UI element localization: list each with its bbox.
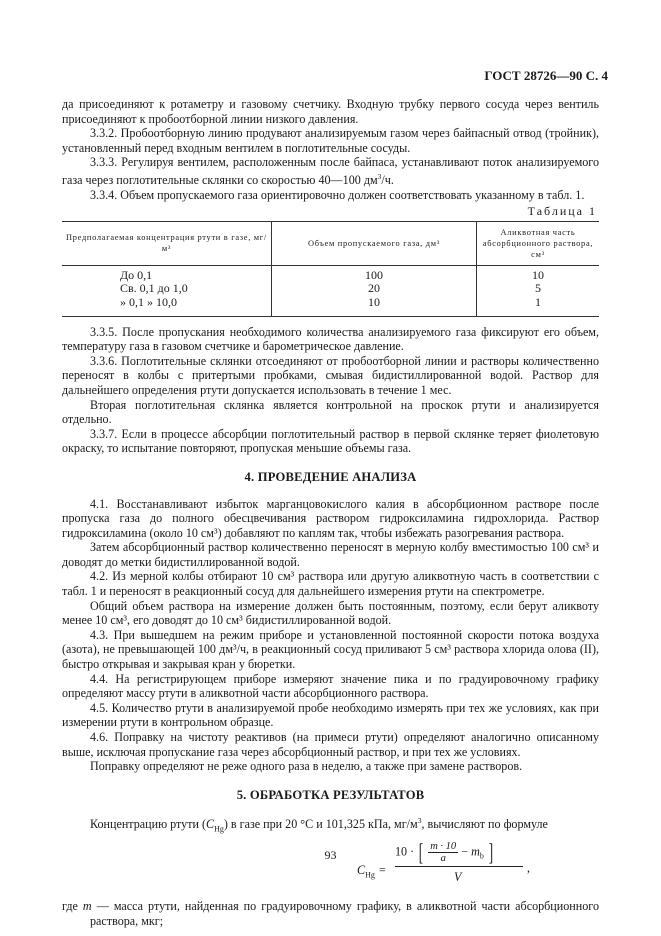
formula-comma: , — [527, 861, 531, 876]
table-caption: Таблица 1 — [527, 204, 597, 219]
table-header-concentration: Предполагаемая концентрация ртути в газе, мг/м³ — [62, 221, 272, 265]
paragraph-4-2: 4.2. Из мерной колбы отбирают 10 см³ раствора или другую аликвотную часть в соответствии с табл. 1 и переносят в реакционный сосуд для дальнейшего измерения ртути на спектрометре. — [62, 569, 599, 599]
paragraph-4-5: 4.5. Количество ртути в анализируемой пробе необходимо измерять при тех же условиях, как при измерении ртути в контрольном образце. — [62, 700, 599, 730]
document-body — [62, 97, 599, 929]
formula-lhs: $C_{Hg}$ — [357, 863, 375, 880]
paragraph-3-3-6-b: Вторая поглотительная склянка является контрольной на проскок ртути и анализируется отдельно. — [62, 397, 599, 427]
paragraph-3-3-6: 3.3.6. Поглотительные склянки отсоединяют от пробоотборной линии и растворы количественно переносят в колбы с притертыми пробками, смывая бидистиллированной водой. Раствор для дальнейшего определения ртути допускается использовать в течение 1 мес. — [62, 353, 599, 397]
table-row: До 0,1 100 10 — [62, 265, 599, 282]
paragraph-4-3: 4.3. При вышедшем на режим приборе и установленной постоянной скорости потока воздуха (азота), не превышающей 100 дм³/ч, в реакционный сосуд приливают 5 см³ раствора хлорида олова (II), быстро открывая и закрывая кран у бюретки. — [62, 627, 599, 672]
table-row: » 0,1 » 10,0 10 1 — [62, 296, 599, 316]
paragraph-4-2-b: Общий объем раствора на измерение должен быть постоянным, поэтому, если берут аликвоту менее 10 см³, его доводят до 10 см³ бидистиллированной водой. — [62, 598, 599, 628]
paragraph-3-3-7: 3.3.7. Если в процессе абсорбции поглотительный раствор в первой склянке теряет фиолетовую окраску, то испытание повторяют, пропуская меньшие объемы газа. — [62, 426, 599, 456]
section-heading-4: 4. ПРОВЕДЕНИЕ АНАЛИЗА — [244, 469, 417, 484]
formula-fraction-bar — [395, 866, 523, 867]
section-heading-5: 5. ОБРАБОТКА РЕЗУЛЬТАТОВ — [236, 787, 425, 802]
paragraph-4-6: 4.6. Поправку на чистоту реактивов (на примеси ртути) определяют аналогично описанному выше, исключая пропускание газа через абсорбционный раствор, и при тех же условиях. — [62, 730, 599, 759]
formula-denominator: V — [454, 870, 462, 885]
paragraph-4-1-b: Затем абсорбционный раствор количественно переносят в мерную колбу вместимостью 100 см³ и доводят до метки бидистиллированной водой. — [62, 540, 599, 569]
paragraph-4-4: 4.4. На регистрирующем приборе измеряют значение пика и по градуировочному графику определяют массу ртути в аликвотной части абсорбционного раствора. — [62, 671, 599, 701]
page-number: 93 — [324, 848, 337, 862]
paragraph-intro: да присоединяют к ротаметру и газовому счетчику. Входную трубку первого сосуда через вентиль присоединяют к пробоотборной линии низкого давления. — [62, 97, 599, 126]
table-header-volume: Объем пропускаемого газа, дм³ — [272, 221, 477, 265]
formula-inner-fraction: $\frac{m \cdot 10}{a}$ — [430, 841, 457, 865]
formula-equals: = — [379, 863, 386, 878]
table-row: Св. 0,1 до 1,0 20 5 — [62, 282, 599, 296]
paragraph-where: где m — масса ртути, найденная по градуировочному графику, в аликвотной части абсорбционного раствора, мкг; — [62, 899, 599, 928]
paragraph-3-3-2: 3.3.2. Пробоотборную линию продувают анализируемым газом через байпасный отвод (тройник), установленный перед входным вентилем в поглотительные сосуды. — [62, 126, 599, 155]
paragraph-4-1: 4.1. Восстанавливают избыток марганцовокислого калия в абсорбционном растворе после пропуска газа до полного обесцвечивания раствором гидроксиламина гидрохлорида. Раствор гидроксиламина (около 10 см³) добавляют по каплям так, чтобы избежать разогревания раствора. — [62, 496, 599, 540]
paragraph-3-3-3: 3.3.3. Регулируя вентилем, расположенным после байпаса, устанавливают поток анализируемого газа через поглотительные склянки со скоростью 40—100 $дм^3/ч$. — [62, 155, 599, 187]
paragraph-3-3-5: 3.3.5. После пропускания необходимого количества анализируемого газа фиксируют его объем, температуру газа в газовом счетчике и барометрическое давление. — [62, 324, 599, 354]
page-header: ГОСТ 28726—90 С. 4 — [484, 68, 608, 83]
paragraph-4-6-b: Поправку определяют не реже одного раза в неделю, а также при замене растворов. — [90, 759, 523, 774]
table-1 — [62, 221, 599, 317]
table-header-aliquot: Аликвотная часть абсорбционного раствора, см³ — [477, 221, 600, 265]
paragraph-5-intro: Концентрацию ртути $(C_{Hg})$ в газе при 20 °С и 101,325 кПа, $мг/м^3$, вычисляют по формуле — [90, 816, 548, 834]
formula-numerator: 10 · [ $\frac{m \cdot 10}{a}$ − $m_b$ ] — [395, 839, 494, 866]
paragraph-3-3-4: 3.3.4. Объем пропускаемого газа ориентировочно должен соответствовать указанному в табл. 1. — [90, 187, 585, 202]
